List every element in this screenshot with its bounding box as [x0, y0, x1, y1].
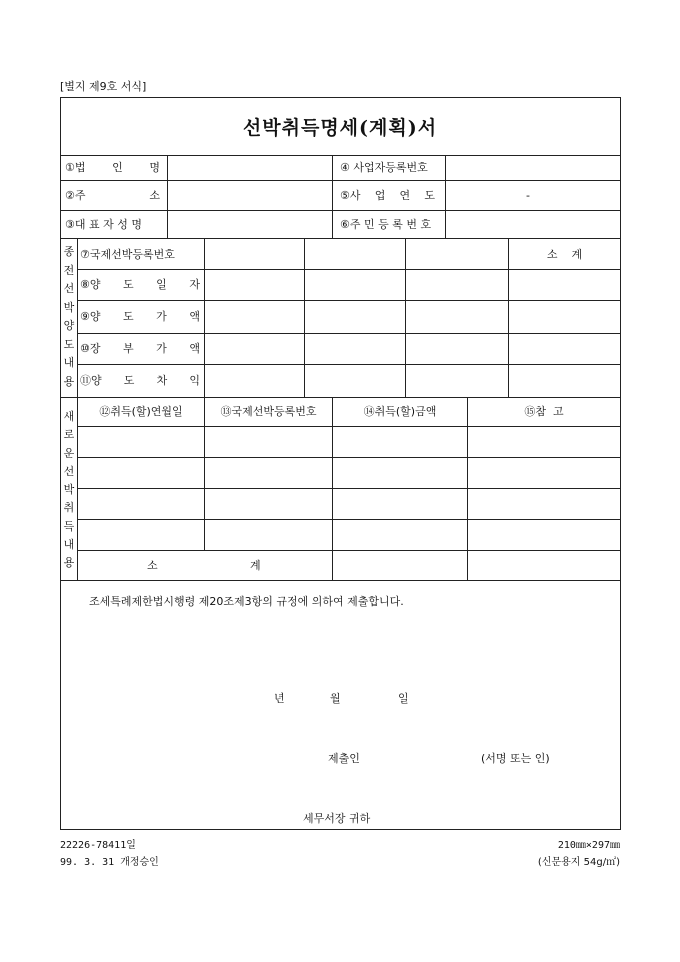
submitter-label: 제출인 [328, 752, 360, 765]
address-field[interactable] [168, 181, 331, 209]
signature-label: (서명 또는 인) [481, 752, 550, 765]
paper-type: (신문용지 54g/㎡) [537, 857, 620, 868]
biz-reg-field[interactable] [446, 156, 619, 179]
acq-subtotal-label-2: 계 [250, 559, 261, 572]
form-id: [별지 제9호 서식] [60, 80, 147, 93]
transfer-price-label: ⑨양 도 가 액 [80, 310, 200, 323]
date-year-label: 년 [274, 692, 285, 705]
corp-name-label: ①법 인 명 [65, 161, 160, 174]
frame-top [60, 97, 621, 98]
approval-date: 99. 3. 31 개정승인 [60, 857, 159, 868]
date-month-label: 월 [330, 692, 341, 705]
acq-note-header: ⑮참 고 [524, 405, 564, 418]
transfer-subtotal-header: 소 계 [546, 248, 583, 261]
address-label: ②주 소 [65, 189, 160, 202]
book-value-label: ⑩장 부 가 액 [80, 342, 200, 355]
intl-reg-no-label: ⑦국제선박등록번호 [80, 248, 175, 261]
acq-date-header: ⑫취득(할)연월일 [99, 405, 183, 418]
corp-name-field[interactable] [168, 156, 331, 179]
transfer-gain-label: ⑪양 도 차 익 [80, 374, 200, 387]
page-title: 선박취득명세(계획)서 [242, 117, 438, 139]
form-code: 22226-78411일 [60, 840, 136, 851]
paper-size: 210㎜×297㎜ [557, 840, 620, 851]
biz-year-label: ⑤사 업 연 도 [340, 189, 435, 202]
rep-name-field[interactable] [168, 211, 331, 237]
biz-year-value[interactable]: - [526, 189, 530, 202]
biz-reg-label: ④ 사업자등록번호 [340, 161, 428, 174]
frame-right [620, 97, 621, 830]
acq-amount-header: ⑭취득(할)금액 [363, 405, 437, 418]
transfer-date-label: ⑧양 도 일 자 [80, 278, 200, 291]
statement-text: 조세특례제한법시행령 제20조제3항의 규정에 의하여 제출합니다. [89, 595, 404, 608]
rep-name-label: ③대 표 자 성 명 [65, 218, 142, 231]
transfer-side-label: 종 전 선 박 양 도 내 용 [63, 245, 75, 388]
acq-subtotal-label-1: 소 [147, 559, 158, 572]
date-day-label: 일 [398, 692, 409, 705]
resident-no-field[interactable] [446, 211, 619, 237]
resident-no-label: ⑥주 민 등 록 번 호 [340, 218, 432, 231]
recipient-label: 세무서장 귀하 [303, 812, 371, 825]
frame-bottom [60, 829, 621, 830]
acq-reg-no-header: ⑬국제선박등록번호 [220, 405, 317, 418]
acquisition-side-label: 새 로 운 선 박 취 득 내 용 [63, 410, 75, 570]
